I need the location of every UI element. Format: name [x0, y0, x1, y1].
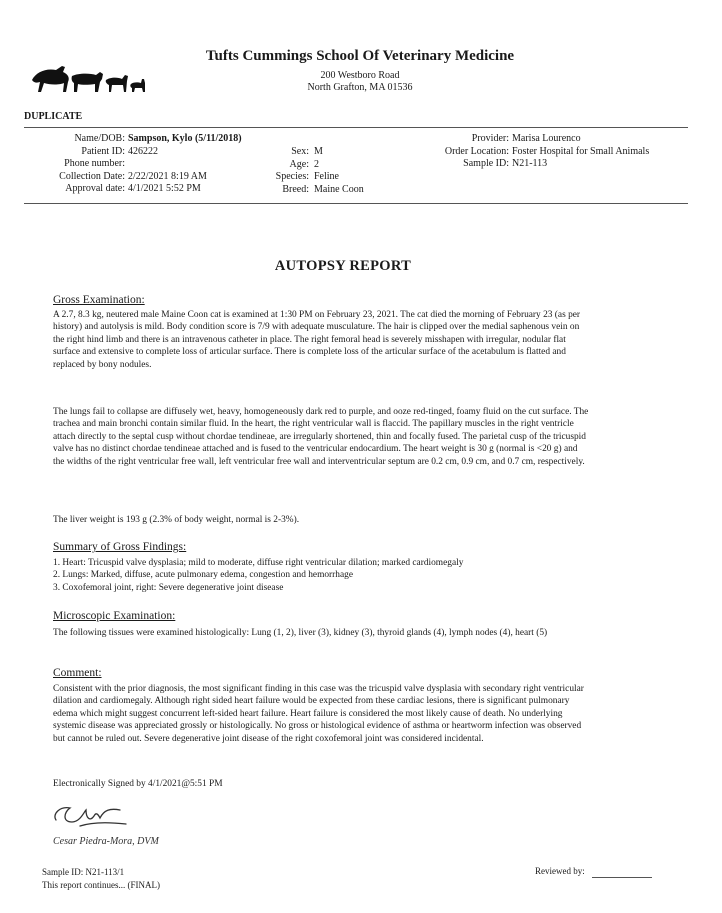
- provider-value: Marisa Lourenco: [512, 133, 581, 144]
- patient-labels-left: [59, 133, 125, 196]
- summary-item: 1. Heart: Tricuspid valve dysplasia; mild to moderate, diffuse right ventricular dilation; marked cardiomegaly: [53, 558, 464, 568]
- phone-value: [128, 158, 242, 171]
- institution-name: Tufts Cummings School Of Veterinary Medicine: [205, 48, 515, 64]
- electronic-signature-line: Electronically Signed by 4/1/2021@5:51 PM: [53, 779, 223, 789]
- species-label: Species:: [275, 171, 309, 183]
- footer-continues: This report continues... (FINAL): [42, 880, 160, 890]
- microscopic-heading: Microscopic Examination:: [53, 610, 176, 622]
- comment-text: Consistent with the prior diagnosis, the most significant finding in this case was the tricuspid valve dysplasia with secondary right ventricular dilation and cardiomegaly. Although right sided heart failure would be expected from these cardiac lesions, there is significant pulmonary edema which might suggest concurrent left-sided heart failure. Heart failure is considered the most likely cause of death. No underlying systemic disease was appreciated grossly or histologically. No gross or histological evidence of asthma or heartworm infection was observed but cannot be ruled out. Severe degenerative joint disease of the right coxofemoral joint was considered incidental.: [53, 684, 584, 744]
- species-value: Feline: [314, 171, 339, 183]
- summary-item: 2. Lungs: Marked, diffuse, acute pulmonary edema, congestion and hemorrhage: [53, 570, 353, 581]
- gross-exam-paragraph-2: The lungs fail to collapse are diffusely wet, heavy, homogeneously dark red to purple, and ooze red-tinged, foamy fluid on the cut surface. The trachea and main bronchi contain similar fluid. In the heart, the right ventricular wall is flaccid. The papillary muscles in the right ventricle attach directly to the septal cusp without chordae tendineae, are irregularly shortened, thin and focally fused. The parietal cusp of the tricuspid valve has no distinct chordae tendineae attached and is fused to the ventricular endocardium. The heart weight is 30 g (normal is <20 g) and the widths of the right ventricular free wall, left ventricular free wall and interventricular septum are 0.2 cm, 0.9 cm, and 0.7 cm, respectively.: [53, 407, 589, 467]
- patient-labels-right: [445, 133, 509, 171]
- age-value: 2: [314, 158, 319, 170]
- gross-exam-heading: Gross Examination:: [53, 294, 145, 306]
- microscopic-text: The following tissues were examined histologically: Lung (1, 2), liver (3), kidney (3), thyroid glands (4), lymph nodes (4), heart (5): [53, 628, 548, 638]
- name-dob-label: Name/DOB:: [74, 133, 125, 144]
- gross-exam-paragraph-3: The liver weight is 193 g (2.3% of body weight, normal is 2-3%).: [53, 515, 300, 525]
- patient-id-label: Patient ID:: [81, 145, 125, 157]
- signer-name: Cesar Piedra-Mora, DVM: [53, 836, 159, 847]
- footer-left: [42, 866, 160, 892]
- patient-values-right: [512, 133, 649, 171]
- patient-values-middle: [314, 146, 364, 196]
- info-divider: [24, 203, 688, 204]
- summary-item: 3. Coxofemoral joint, right: Severe degenerative joint disease: [53, 582, 284, 593]
- address-line-2: North Grafton, MA 01536: [307, 82, 413, 93]
- collection-date-label: Collection Date:: [59, 170, 125, 182]
- sample-id-label: Sample ID:: [463, 158, 509, 170]
- phone-label: Phone number:: [64, 158, 125, 170]
- approval-date-value: 4/1/2021 5:52 PM: [128, 183, 201, 195]
- collection-date-value: 2/22/2021 8:19 AM: [128, 170, 207, 182]
- age-label: Age:: [289, 158, 309, 170]
- order-location-value: Foster Hospital for Small Animals: [512, 145, 650, 157]
- report-title: AUTOPSY REPORT: [274, 258, 412, 274]
- order-location-label: Order Location:: [444, 145, 509, 157]
- duplicate-label: DUPLICATE: [24, 111, 83, 122]
- address-line-1: 200 Westboro Road: [320, 70, 400, 81]
- header-divider: [24, 127, 688, 128]
- sex-value: M: [314, 146, 323, 157]
- summary-list: [53, 557, 591, 594]
- breed-value: Maine Coon: [314, 183, 364, 195]
- institution-address: [160, 70, 560, 94]
- approval-date-label: Approval date:: [65, 183, 125, 195]
- reviewed-by-line: [592, 877, 652, 878]
- breed-label: Breed:: [282, 183, 309, 195]
- summary-heading: Summary of Gross Findings:: [53, 541, 187, 553]
- patient-id-value: 426222: [128, 145, 158, 157]
- patient-labels-middle: [276, 146, 309, 196]
- footer-sample-id: Sample ID: N21-113/1: [42, 867, 125, 877]
- comment-heading: Comment:: [53, 667, 102, 679]
- handwritten-signature-icon: [50, 800, 130, 832]
- patient-values-left: [128, 133, 242, 196]
- name-dob-value: Sampson, Kylo (5/11/2018): [128, 133, 242, 144]
- provider-label: Provider:: [471, 133, 509, 144]
- sex-label: Sex:: [291, 146, 309, 157]
- animals-logo-icon: [28, 58, 148, 96]
- gross-exam-paragraph-1: A 2.7, 8.3 kg, neutered male Maine Coon cat is examined at 1:30 PM on February 23, 2021. The cat died the morning of February 23 (as per history) and autolysis is mild. Body condition score is 7/9 with adequate musculature. The hair is clipped over the medial saphenous vein on the right hind limb and there is an intravenous catheter in place. The right femoral head is severely misshapen with irregular, nodular flat surface and extensive to complete loss of articular surface. There is complete loss of the articular surface of the acetabulum is flatted and replaced by bony nodules.: [53, 310, 581, 370]
- reviewed-by-label: Reviewed by:: [535, 866, 585, 876]
- sample-id-value: N21-113: [512, 158, 548, 170]
